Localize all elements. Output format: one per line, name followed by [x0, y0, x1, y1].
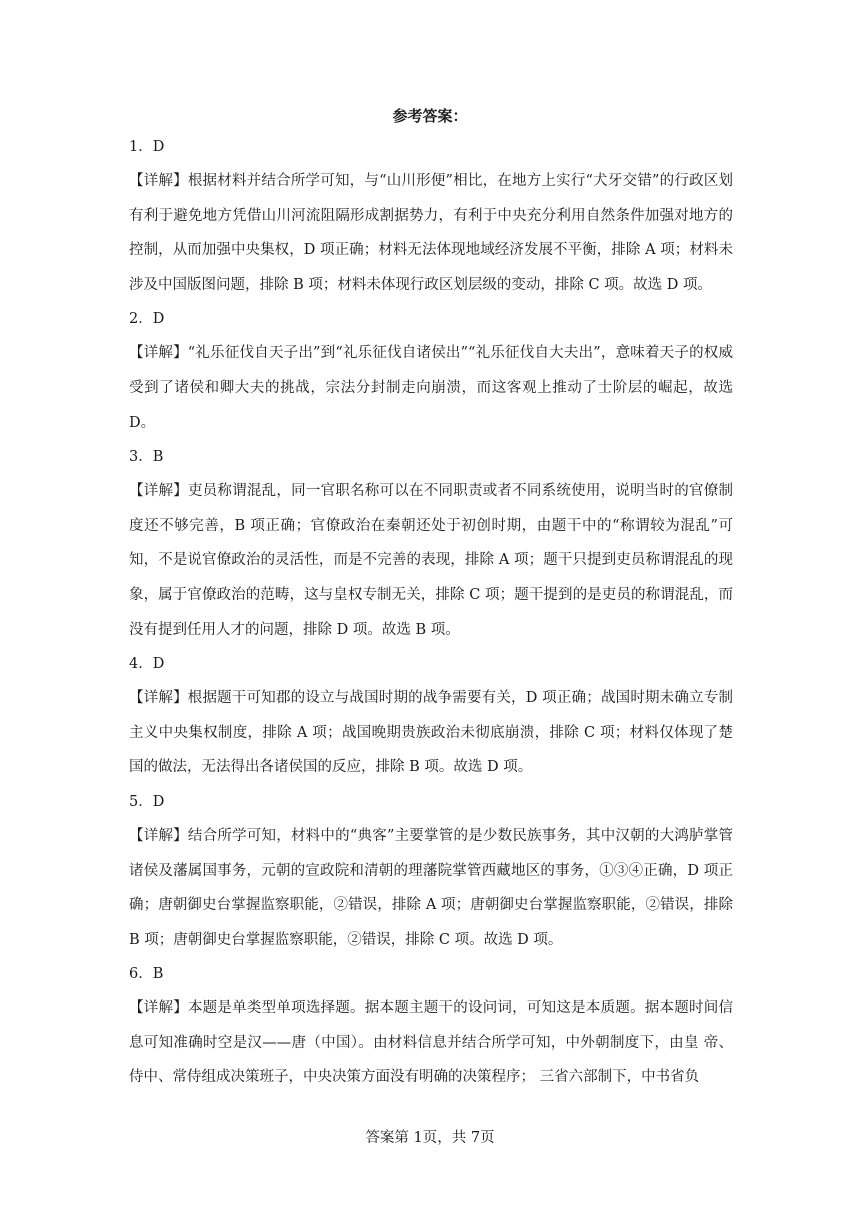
question-number: 1．D: [129, 139, 165, 155]
question-explanation: 【详解】“礼乐征伐自天子出”到“礼乐征伐自诸侯出”“礼乐征伐自大夫出”，意味着天子的权威受到了诸侯和卿大夫的挑战，宗法分封制走向崩溃，而这客观上推动了士阶层的崛起，故选 D。: [129, 345, 733, 431]
page-footer: 答案第 1页，共 7页: [365, 1130, 495, 1146]
question-number: 2．D: [129, 311, 165, 328]
question-explanation: 【详解】根据题干可知郡的设立与战国时期的战争需要有关，D 项正确；战国时期未确立专制主义中央集权制度，排除 A 项；战国晚期贵族政治未彻底崩溃，排除 C 项；材料仅体现了楚国的做法，无法得出各诸侯国的反应，排除 B 项。故选 D 项。: [129, 690, 733, 776]
answer-list: [129, 130, 733, 1095]
question-explanation: 【详解】吏员称谓混乱，同一官职名称可以在不同职责或者不同系统使用，说明当时的官僚制度还不够完善，B 项正确；官僚政治在秦朝还处于初创时期，由题干中的“称谓较为混乱”可知，不是说官僚政治的灵活性，而是不完善的表现，排除 A 项；题干只提到吏员称谓混乱的现象，属于官僚政治的范畴，这与皇权专制无关，排除 C 项；题干提到的是吏员的称谓混乱，而没有提到任用人才的问题，排除 D 项。故选 B 项。: [129, 483, 733, 638]
question-explanation: 【详解】结合所学可知，材料中的“典客”主要掌管的是少数民族事务，其中汉朝的大鸿胪掌管诸侯及藩属国事务，元朝的宣政院和清朝的理藩院掌管西藏地区的事务，①③④正确，D 项正确；唐朝御史台掌握监察职能，②错误，排除 A 项；唐朝御史台掌握监察职能，②错误，排除 B 项；唐朝御史台掌握监察职能，②错误，排除 C 项。故选 D 项。: [129, 827, 733, 948]
question-number: 3．B: [129, 449, 164, 466]
answer-item: [129, 130, 733, 302]
question-number: 4．D: [129, 656, 165, 673]
question-explanation: 【详解】根据材料并结合所学可知，与“山川形便”相比，在地方上实行“犬牙交错”的行政区划有利于避免地方凭借山川河流阻隔形成割据势力，有利于中央充分利用自然条件加强对地方的控制，从而加强中央集权，D 项正确；材料无法体现地域经济发展不平衡，排除 A 项；材料未涉及中国版图问题，排除 B 项；材料未体现行政区划层级的变动，排除 C 项。故选 D 项。: [129, 173, 733, 293]
answer-item: [129, 957, 733, 1095]
answer-item: [129, 647, 733, 785]
question-number: 6．B: [129, 966, 164, 983]
question-number: 5．D: [129, 793, 165, 810]
question-explanation: 【详解】本题是单类型单项选择题。据本题主题干的设问词，可知这是本质题。据本题时间信息可知准确时空是汉——唐（中国）。由材料信息并结合所学可知，中外朝制度下，由皇 帝、侍中、常侍组成决策班子，中央决策方面没有明确的决策程序； 三省六部制下，中书省负: [129, 1000, 733, 1086]
answer-item: [129, 785, 733, 957]
page-title: 参考答案：: [392, 107, 468, 125]
answer-item: [129, 302, 733, 440]
answer-item: [129, 440, 733, 647]
